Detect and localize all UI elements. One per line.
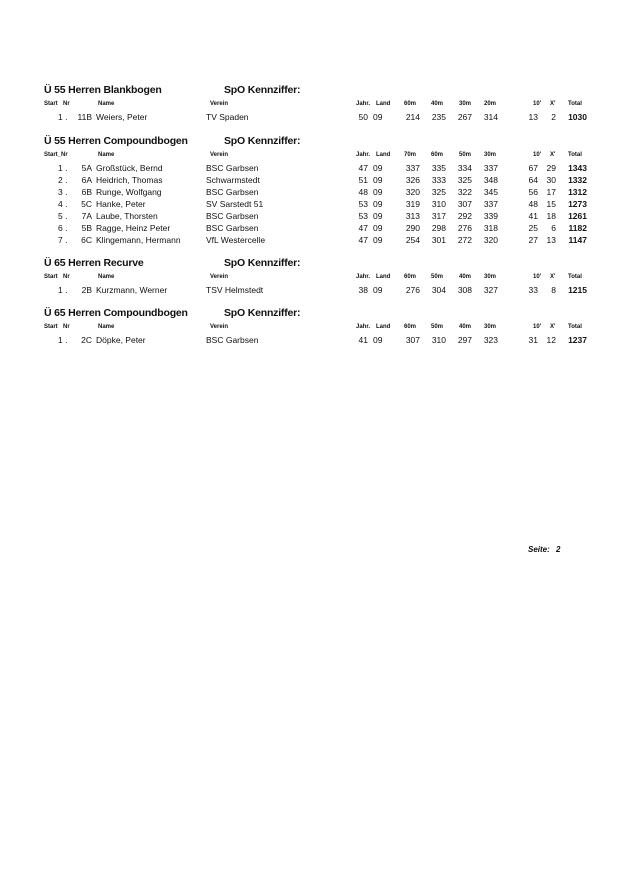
cell-x: 8 [551,285,556,295]
cell-ten: 25 [528,223,538,233]
column-header: Start [44,101,58,107]
cell-x: 30 [546,175,556,185]
cell-d4: 337 [483,163,498,173]
cell-land: 09 [373,211,383,221]
kennziffer-label: SpO Kennziffer: [224,257,301,269]
column-header: 10' [533,101,542,107]
table-row [0,285,620,297]
cell-land: 09 [373,199,383,209]
cell-verein: BSC Garbsen [206,223,259,233]
cell-x: 17 [546,187,556,197]
cell-rank: 4 . [58,199,68,209]
cell-d2: 310 [431,335,446,345]
column-header: 10' [533,274,542,280]
cell-start: 6C [81,235,92,245]
cell-verein: BSC Garbsen [206,211,259,221]
cell-jahr: 53 [358,199,368,209]
cell-d4: 337 [483,199,498,209]
cell-rank: 1 . [58,285,68,295]
column-header: Total [568,101,582,107]
cell-d1: 276 [405,285,420,295]
column-header: Jahr. [356,101,371,107]
cell-d4: 314 [483,112,498,122]
cell-total: 1237 [568,335,587,345]
cell-ten: 13 [528,112,538,122]
kennziffer-label: SpO Kennziffer: [224,84,301,96]
cell-ten: 27 [528,235,538,245]
table-row [0,187,620,199]
cell-d4: 320 [483,235,498,245]
cell-x: 29 [546,163,556,173]
cell-x: 13 [546,235,556,245]
cell-d3: 322 [457,187,472,197]
page-number: 2 [556,545,561,554]
column-header: Total [568,324,582,330]
column-header: Land [376,324,391,330]
column-header: Total [568,274,582,280]
cell-d1: 254 [405,235,420,245]
column-header: Nr [63,274,70,280]
page-footer [528,545,560,554]
cell-rank: 3 . [58,187,68,197]
cell-start: 5C [81,199,92,209]
cell-name: Döpke, Peter [96,335,146,345]
cell-land: 09 [373,335,383,345]
table-row [0,335,620,347]
cell-land: 09 [373,163,383,173]
cell-ten: 33 [528,285,538,295]
table-row [0,175,620,187]
cell-start: 2B [81,285,92,295]
cell-d2: 335 [431,163,446,173]
cell-jahr: 51 [358,175,368,185]
cell-land: 09 [373,235,383,245]
column-header: Name [98,101,115,107]
cell-rank: 6 . [58,223,68,233]
cell-rank: 1 . [58,112,68,122]
cell-d2: 317 [431,211,446,221]
column-header: Start [44,324,58,330]
kennziffer-label: SpO Kennziffer: [224,135,301,147]
column-header: 60m [431,152,444,158]
cell-start: 6B [81,187,92,197]
cell-d2: 325 [431,187,446,197]
column-header: Verein [210,101,229,107]
column-header: Start_Nr [44,152,68,158]
column-header: Nr [63,101,70,107]
column-header: 30m [459,101,472,107]
cell-d4: 345 [483,187,498,197]
table-row [0,223,620,235]
cell-d1: 290 [405,223,420,233]
cell-rank: 7 . [58,235,68,245]
cell-x: 18 [546,211,556,221]
cell-jahr: 53 [358,211,368,221]
cell-x: 2 [551,112,556,122]
column-header: Jahr. [356,324,371,330]
cell-jahr: 38 [358,285,368,295]
cell-d2: 235 [431,112,446,122]
cell-total: 1182 [568,223,587,233]
column-header: 60m [404,274,417,280]
cell-total: 1215 [568,285,587,295]
cell-jahr: 47 [358,235,368,245]
column-header: Land [376,274,391,280]
cell-d2: 304 [431,285,446,295]
cell-d4: 327 [483,285,498,295]
cell-name: Runge, Wolfgang [96,187,162,197]
table-row [0,235,620,247]
cell-ten: 56 [528,187,538,197]
cell-verein: SV Sarstedt 51 [206,199,264,209]
cell-verein: BSC Garbsen [206,163,259,173]
cell-verein: BSC Garbsen [206,187,259,197]
cell-rank: 5 . [58,211,68,221]
cell-name: Großstück, Bernd [96,163,163,173]
cell-d3: 292 [457,211,472,221]
column-header: X' [550,324,556,330]
table-header [0,101,620,110]
cell-land: 09 [373,112,383,122]
column-header: 70m [404,152,417,158]
column-header: 40m [459,274,472,280]
cell-name: Laube, Thorsten [96,211,158,221]
cell-jahr: 50 [358,112,368,122]
cell-d4: 318 [483,223,498,233]
table-header [0,324,620,333]
column-header: X' [550,101,556,107]
cell-name: Heidrich, Thomas [96,175,163,185]
cell-ten: 64 [528,175,538,185]
cell-verein: VfL Westercelle [206,235,266,245]
cell-total: 1261 [568,211,587,221]
cell-rank: 1 . [58,335,68,345]
column-header: Start [44,274,58,280]
column-header: Nr [63,324,70,330]
column-header: Land [376,101,391,107]
cell-ten: 67 [528,163,538,173]
cell-d3: 297 [457,335,472,345]
cell-d1: 337 [405,163,420,173]
column-header: Jahr. [356,274,371,280]
column-header: 50m [459,152,472,158]
table-header [0,274,620,283]
kennziffer-label: SpO Kennziffer: [224,307,301,319]
cell-d1: 307 [405,335,420,345]
category-title: Ü 55 Herren Compoundbogen [44,135,188,147]
column-header: 30m [484,152,497,158]
cell-d3: 308 [457,285,472,295]
column-header: Verein [210,274,229,280]
cell-d4: 348 [483,175,498,185]
column-header: 40m [459,324,472,330]
cell-name: Weiers, Peter [96,112,148,122]
cell-name: Hanke, Peter [96,199,146,209]
cell-d1: 319 [405,199,420,209]
cell-ten: 31 [528,335,538,345]
cell-total: 1030 [568,112,587,122]
cell-start: 7A [81,211,92,221]
cell-land: 09 [373,175,383,185]
cell-rank: 1 . [58,163,68,173]
column-header: 20m [484,101,497,107]
cell-total: 1312 [568,187,587,197]
cell-rank: 2 . [58,175,68,185]
column-header: 10' [533,152,542,158]
table-row [0,112,620,124]
cell-jahr: 47 [358,223,368,233]
cell-start: 6A [81,175,92,185]
column-header: Name [98,324,115,330]
page-label: Seite: [528,545,550,554]
column-header: 30m [484,324,497,330]
cell-d3: 276 [457,223,472,233]
cell-d3: 325 [457,175,472,185]
column-header: Land [376,152,391,158]
column-header: Verein [210,152,229,158]
category-title: Ü 65 Herren Compoundbogen [44,307,188,319]
cell-d4: 323 [483,335,498,345]
cell-total: 1343 [568,163,587,173]
cell-name: Ragge, Heinz Peter [96,223,171,233]
table-row [0,211,620,223]
column-header: Name [98,274,115,280]
column-header: 60m [404,101,417,107]
column-header: Verein [210,324,229,330]
cell-total: 1273 [568,199,587,209]
cell-d2: 310 [431,199,446,209]
cell-verein: Schwarmstedt [206,175,260,185]
cell-total: 1147 [568,235,587,245]
cell-d2: 301 [431,235,446,245]
cell-name: Klingemann, Hermann [96,235,181,245]
cell-d3: 272 [457,235,472,245]
category-title: Ü 55 Herren Blankbogen [44,84,162,96]
cell-jahr: 41 [358,335,368,345]
column-header: Jahr. [356,152,371,158]
column-header: X' [550,274,556,280]
cell-d2: 333 [431,175,446,185]
category-title: Ü 65 Herren Recurve [44,257,144,269]
cell-total: 1332 [568,175,587,185]
cell-verein: BSC Garbsen [206,335,259,345]
cell-d4: 339 [483,211,498,221]
cell-x: 12 [546,335,556,345]
column-header: X' [550,152,556,158]
cell-jahr: 47 [358,163,368,173]
cell-d3: 267 [457,112,472,122]
column-header: 50m [431,324,444,330]
cell-d3: 334 [457,163,472,173]
table-row [0,199,620,211]
cell-d1: 320 [405,187,420,197]
cell-d1: 313 [405,211,420,221]
column-header: 50m [431,274,444,280]
column-header: 30m [484,274,497,280]
column-header: Total [568,152,582,158]
cell-start: 2C [81,335,92,345]
column-header: 60m [404,324,417,330]
table-row [0,163,620,175]
cell-d1: 214 [405,112,420,122]
cell-d2: 298 [431,223,446,233]
cell-start: 11B [77,112,92,122]
cell-x: 6 [551,223,556,233]
cell-land: 09 [373,187,383,197]
cell-verein: TSV Helmstedt [206,285,264,295]
column-header: Name [98,152,115,158]
cell-name: Kurzmann, Werner [96,285,168,295]
cell-ten: 41 [528,211,538,221]
cell-land: 09 [373,285,383,295]
cell-verein: TV Spaden [206,112,249,122]
column-header: 40m [431,101,444,107]
cell-jahr: 48 [358,187,368,197]
cell-ten: 48 [528,199,538,209]
table-header [0,152,620,161]
cell-d1: 326 [405,175,420,185]
cell-x: 15 [546,199,556,209]
cell-start: 5A [81,163,92,173]
cell-land: 09 [373,223,383,233]
column-header: 10' [533,324,542,330]
cell-start: 5B [81,223,92,233]
cell-d3: 307 [457,199,472,209]
